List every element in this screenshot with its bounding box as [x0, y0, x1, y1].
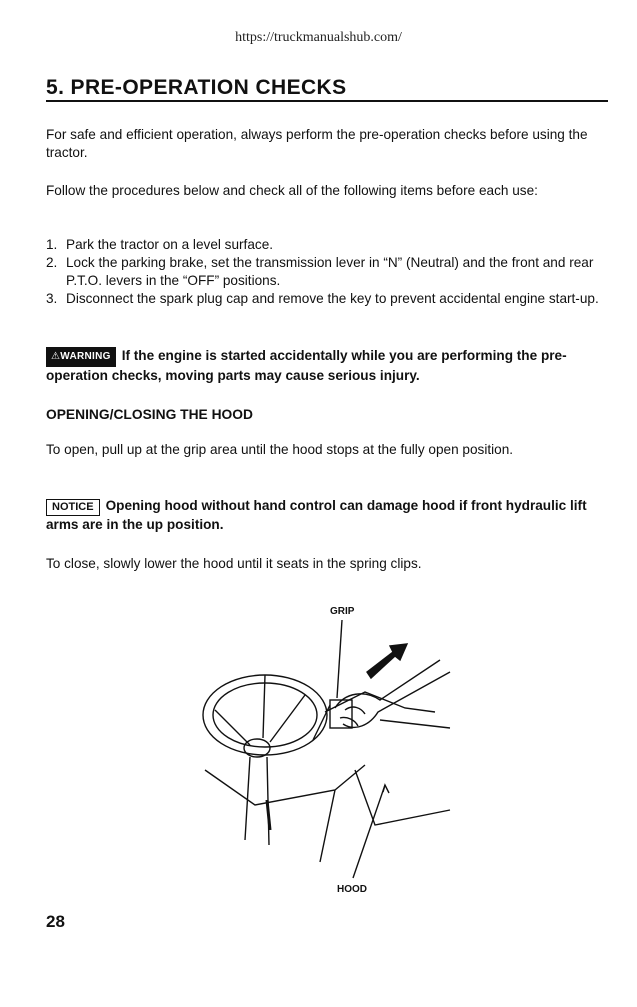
- step-number: 3.: [46, 291, 58, 306]
- header-url: https://truckmanualshub.com/: [235, 30, 402, 45]
- hood-heading: OPENING/CLOSING THE HOOD: [46, 407, 253, 422]
- step-number: 1.: [46, 237, 58, 252]
- warning-badge: ⚠WARNING: [46, 347, 116, 367]
- step-text: Disconnect the spark plug cap and remove the key to prevent accidental engine start-up.: [66, 291, 599, 306]
- close-instructions: To close, slowly lower the hood until it seats in the spring clips.: [46, 556, 422, 571]
- grip-leader-line: [337, 620, 342, 698]
- open-instructions: To open, pull up at the grip area until the hood stops at the fully open position.: [46, 442, 514, 457]
- notice-text: Opening hood without hand control can damage hood if front hydraulic lift arms are in the up position.: [46, 498, 587, 532]
- warning-block: [46, 347, 608, 385]
- step-text: Lock the parking brake, set the transmission lever in “N” (Neutral) and the front and rear P.T.O. levers in the “OFF” positions.: [66, 255, 594, 288]
- hood-label: HOOD: [337, 884, 367, 895]
- steering-spokes-shape: [215, 675, 305, 745]
- grip-label: GRIP: [330, 606, 355, 617]
- step-number: 2.: [46, 255, 58, 270]
- warning-text: If the engine is started accidentally while you are performing the pre-operation checks, moving parts may cause serious injury.: [46, 348, 567, 383]
- step-item: [46, 254, 608, 290]
- notice-badge: NOTICE: [46, 499, 100, 516]
- hood-illustration: [195, 600, 465, 900]
- notice-block: [46, 497, 608, 534]
- intro-paragraph: For safe and efficient operation, always perform the pre-operation checks before using the tractor.: [46, 127, 588, 160]
- steps-list: [46, 236, 608, 308]
- section-title: 5. PRE-OPERATION CHECKS: [46, 76, 347, 99]
- step-text: Park the tractor on a level surface.: [66, 237, 274, 252]
- title-rule: [46, 100, 608, 102]
- step-item: [46, 236, 608, 254]
- hood-body-shape: [205, 765, 450, 862]
- arrow-shape: [367, 644, 407, 678]
- page-number: 28: [46, 912, 65, 931]
- hood-leader-line: [353, 785, 385, 878]
- lever-shape: [267, 800, 270, 830]
- procedure-intro: Follow the procedures below and check all of the following items before each use:: [46, 183, 538, 198]
- step-item: [46, 290, 608, 308]
